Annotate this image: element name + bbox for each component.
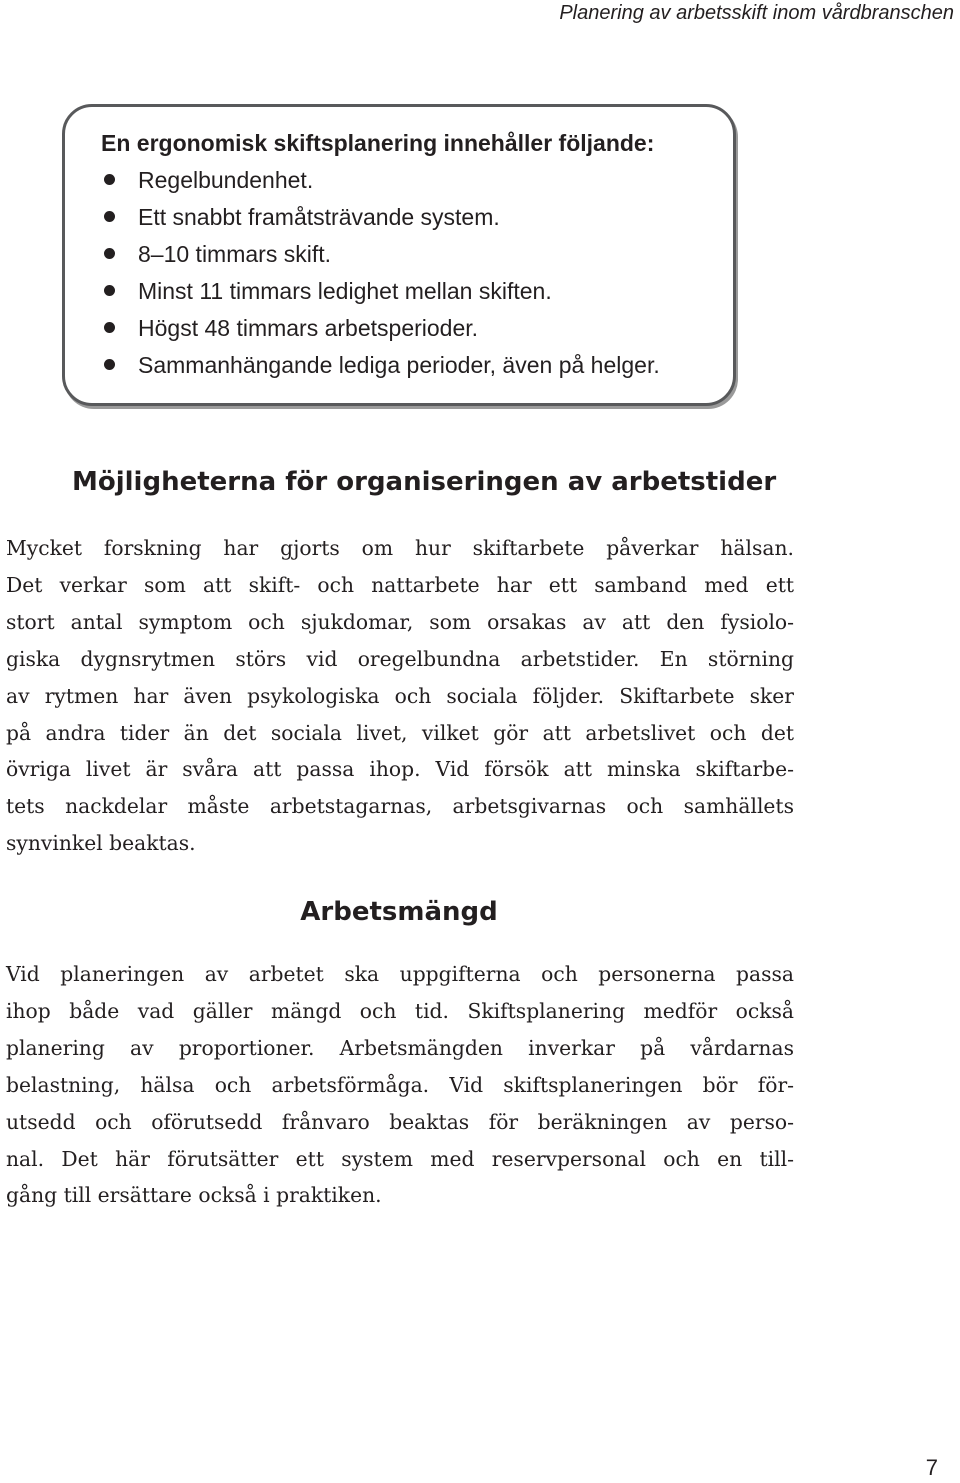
list-item xyxy=(101,236,660,273)
section-paragraph-arbetsmangd xyxy=(6,956,794,1214)
bullet-icon xyxy=(104,359,115,370)
paragraph-line: nal. Det här förutsätter ett system med reservpersonal och en till- xyxy=(6,1146,794,1171)
list-item-text: Högst 48 timmars arbetsperioder. xyxy=(138,315,479,341)
paragraph-line: Det verkar som att skift- och nattarbete har ett samband med ett xyxy=(6,572,794,597)
list-item-text: Ett snabbt framåtsträvande system. xyxy=(138,204,500,230)
paragraph-line: belastning, hälsa och arbetsförmåga. Vid skiftsplaneringen bör för- xyxy=(6,1072,794,1097)
paragraph-line: giska dygnsrytmen störs vid oregelbundna arbetstider. En störning xyxy=(6,646,794,671)
paragraph-line: gång till ersättare också i praktiken. xyxy=(6,1183,382,1208)
list-item xyxy=(101,162,660,199)
paragraph-line: övriga livet är svåra att passa ihop. Vid försök att minska skiftarbe- xyxy=(6,757,794,782)
info-box-title: En ergonomisk skiftsplanering innehåller följande: xyxy=(101,130,655,156)
page-number: 7 xyxy=(925,1455,938,1480)
bullet-icon xyxy=(104,248,115,259)
paragraph-line: synvinkel beaktas. xyxy=(6,831,196,856)
list-item-text: Regelbundenhet. xyxy=(138,167,314,193)
list-item-text: Minst 11 timmars ledighet mellan skiften. xyxy=(138,278,552,304)
info-box xyxy=(62,104,736,406)
bullet-icon xyxy=(104,322,115,333)
paragraph-line: stort antal symptom och sjukdomar, som orsakas av att den fysiolo- xyxy=(6,609,794,634)
list-item-text: Sammanhängande lediga perioder, även på helger. xyxy=(138,352,660,378)
section-paragraph-arbetstider xyxy=(6,530,794,862)
list-item-text: 8–10 timmars skift. xyxy=(138,241,331,267)
paragraph-line: Mycket forskning har gjorts om hur skiftarbete påverkar hälsan. xyxy=(6,536,794,560)
bullet-icon xyxy=(104,285,115,296)
list-item xyxy=(101,199,660,236)
info-box-list xyxy=(101,162,660,384)
list-item xyxy=(101,310,660,347)
paragraph-line: ihop både vad gäller mängd och tid. Skiftsplanering medför också xyxy=(6,998,794,1023)
list-item xyxy=(101,347,660,384)
section-heading-arbetsmangd: Arbetsmängd xyxy=(300,897,498,927)
paragraph-line: tets nackdelar måste arbetstagarnas, arbetsgivarnas och samhällets xyxy=(6,794,794,819)
paragraph-line: Vid planeringen av arbetet ska uppgifterna och personerna passa xyxy=(6,962,794,986)
list-item xyxy=(101,273,660,310)
paragraph-line: på andra tider än det sociala livet, vilket gör att arbetslivet och det xyxy=(6,720,794,745)
bullet-icon xyxy=(104,174,115,185)
paragraph-line: planering av proportioner. Arbetsmängden inverkar på vårdarnas xyxy=(6,1035,794,1060)
running-header: Planering av arbetsskift inom vårdbranschen xyxy=(559,2,954,24)
bullet-icon xyxy=(104,211,115,222)
paragraph-line: av rytmen har även psykologiska och sociala följder. Skiftarbete sker xyxy=(6,683,794,708)
paragraph-line: utsedd och oförutsedd frånvaro beaktas för beräkningen av perso- xyxy=(6,1109,794,1134)
section-heading-arbetstider: Möjligheterna för organiseringen av arbetstider xyxy=(72,467,777,497)
